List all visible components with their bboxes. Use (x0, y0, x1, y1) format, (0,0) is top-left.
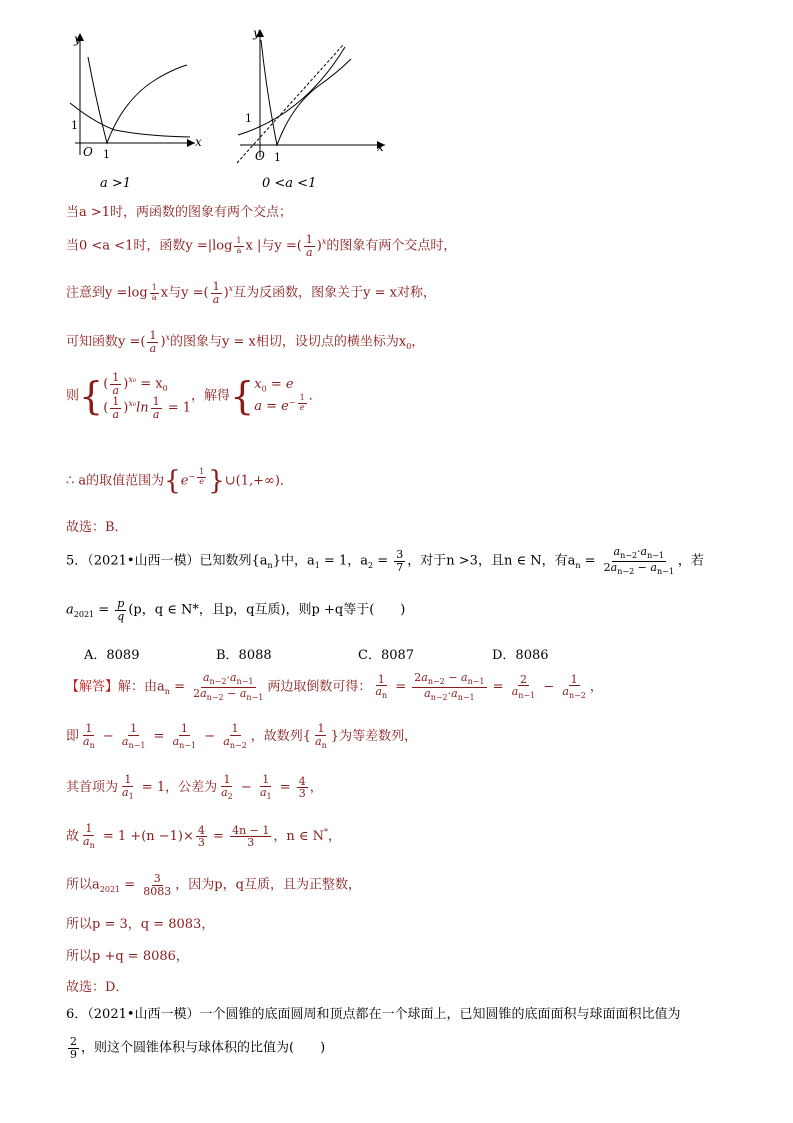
curve-abs-log (88, 57, 187, 143)
graph-right-x-label: x (377, 140, 384, 154)
q5-line1: 5．（2021•山西一模）已知数列$\{a_n\}$中，$a_1 = 1$，$a_2$ = $\frac{3}{7}$ ，对于n >3，且n ∈ N，有$a_n$ = $\frac{a_{n-2}\cdot a_{n-1}}{2a_{n-2} - a_{n-1}}$ ，若 (66, 545, 704, 576)
sol4-range: ∴ a的取值范围为{$e^{- \frac{1}{e}}$ }∪(1,+∞)． (66, 466, 293, 496)
sol5-line1: 【解答】解：由$a_n$ = $\frac{a_{n-2}\cdot a_{n-1}}{2a_{n-2} - a_{n-1}}$ 两边取倒数可得： $\frac{1}{a_n}$ = $\frac{2a_{n-2} - a_{n-1}}{a_{n-2}\cdot a_{n-1}}$ = $\frac{2}{a_{n-1}}$ − $\frac{1}{a_{n-2}}$ ， (66, 671, 603, 702)
q5-choice-a: A．8089 (84, 648, 140, 663)
sol5-line3: 其首项为 $\frac{1}{a_1}$ = 1，公差为 $\frac{1}{a_2}$ − $\frac{1}{a_1}$ = $\frac{4}{3}$ ， (66, 773, 323, 801)
q6-line1: 6．（2021•山西一模）一个圆锥的底面圆周和顶点都在一个球面上，已知圆锥的底面面积与球面面积比值为 (66, 1007, 681, 1022)
sol4-system: 则{ ( $\frac{1}{a}$ )$^{x_0} = x_0$ ( $\frac{1}{a}$ )$^{x_0}$ln $\frac{1}{a}$ = 1 ，解得{ $x_0 = e$ $a = e^{- \frac{1}{e}}$ ． (66, 371, 322, 421)
graph-left (70, 32, 202, 161)
curve-abs-log-right (261, 40, 351, 145)
q5-choice-c: C．8087 (358, 648, 415, 663)
sol4-answer: 故选：B． (66, 520, 128, 535)
sol5-line6: 所以p = 3，q = 8083， (66, 917, 215, 932)
curve-exp-decay (70, 103, 190, 137)
sol5-line5: 所以$a_{2021}$ = $\frac{3}{8083}$ ，因为p，q互质，且为正整数， (66, 872, 361, 898)
graph-right-y-label: y (253, 26, 260, 40)
graph-left-caption: a >1 (100, 176, 132, 191)
graph-right-caption: 0 <a <1 (262, 176, 317, 191)
graph-right-one-y: 1 (245, 112, 252, 125)
graph-left-origin: O (83, 145, 93, 159)
q5-choice-d: D．8086 (492, 648, 549, 663)
sol4-line1: 当a >1时，两函数的图象有两个交点； (66, 205, 293, 220)
function-graphs (55, 25, 395, 165)
graph-right-one-x: 1 (274, 151, 281, 164)
graph-left-one-x: 1 (103, 148, 110, 161)
sol5-line7: 所以p +q = 8086， (66, 949, 189, 964)
sol4-line3: 注意到y =log $\frac{1}{a}$ x与y =( $\frac{1}{a}$ )$^x$互为反函数，图象关于y = x对称， (66, 280, 436, 306)
graph-right (237, 26, 385, 164)
graph-right-origin: O (255, 149, 265, 163)
q5-line2: $a_{2021}$ = $\frac{p}{q}$ (p，q ∈ N*，且p，q互质)，则p +q等于( ) (66, 597, 406, 623)
sol5-line2: 即 $\frac{1}{a_n}$ − $\frac{1}{a_{n-1}}$ = $\frac{1}{a_{n-1}}$ − $\frac{1}{a_{n-2}}$ ，故数列{ $\frac{1}{a_n}$ }为等差数列， (66, 722, 418, 750)
sol4-line4: 可知函数y =( $\frac{1}{a}$ )$^x$的图象与y = x相切，设切点的横坐标为$x_0$， (66, 329, 425, 355)
q6-line2: $\frac{2}{9}$ ，则这个圆锥体积与球体积的比值为( ) (70, 1035, 326, 1061)
sol5-line4: 故 $\frac{1}{a_n}$ = 1 +(n −1)× $\frac{4}{3}$ = $\frac{4n - 1}{3}$ ，n ∈ N*， (66, 822, 342, 850)
graph-left-one-y: 1 (71, 119, 78, 132)
graph-left-y-label: y (74, 32, 81, 46)
sol4-line2: 当0 <a <1时，函数y =|log $\frac{1}{a}$ x |与y =( $\frac{1}{a}$ )$^x$的图象有两个交点时， (66, 233, 457, 259)
graph-left-x-label: x (195, 135, 202, 149)
q5-choice-b: B．8088 (216, 648, 272, 663)
sol5-answer: 故选：D． (66, 980, 129, 995)
